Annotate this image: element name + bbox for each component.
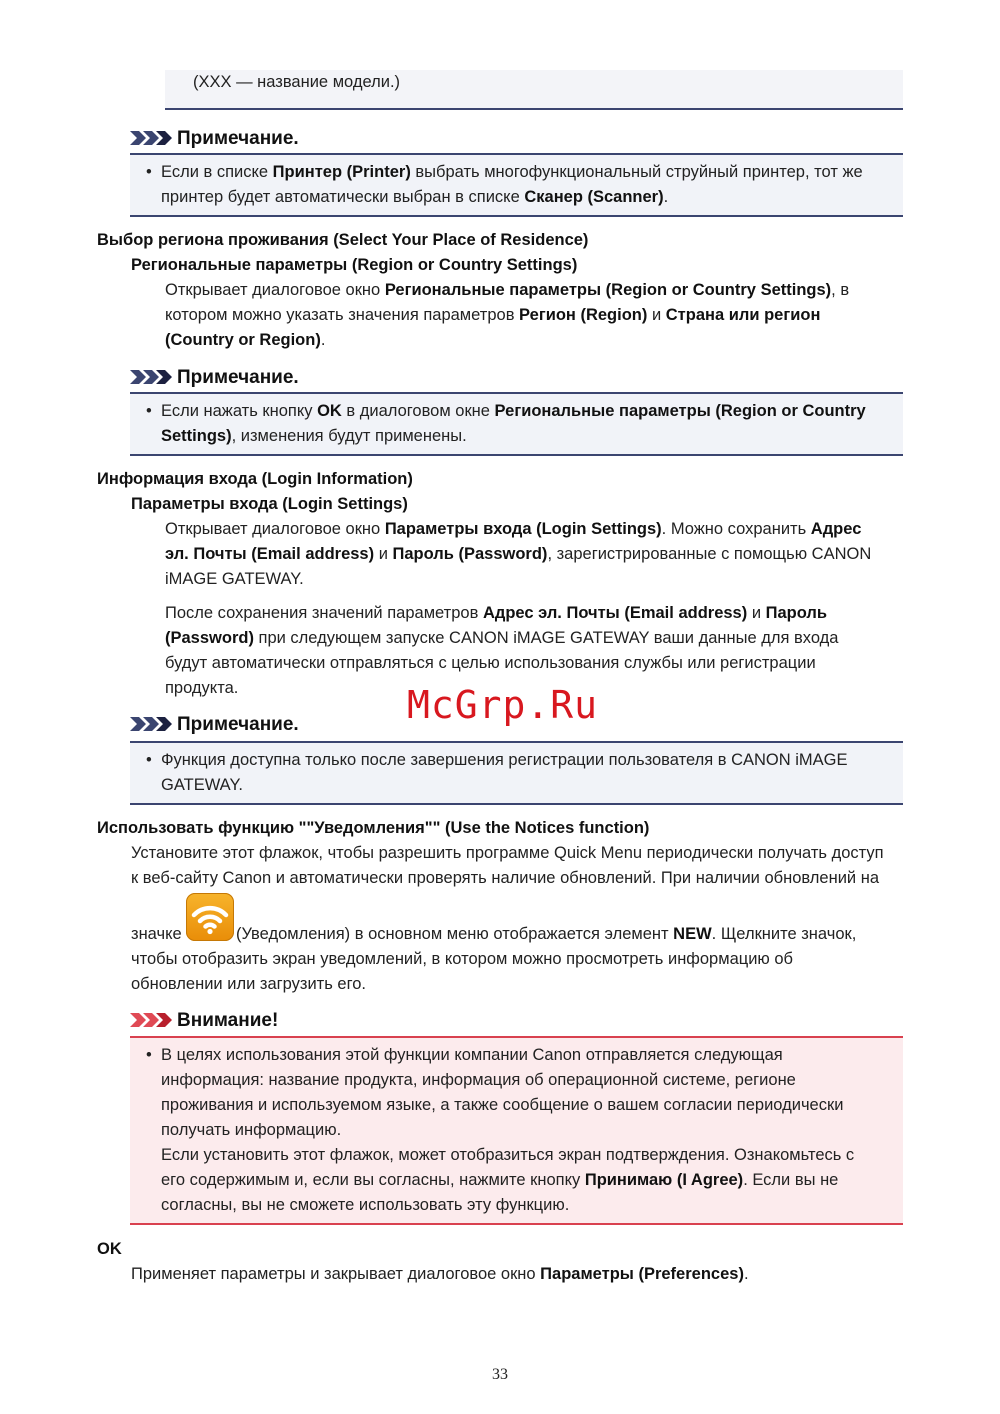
notices-heading: Использовать функцию ""Уведомления"" (Use the Notices function) bbox=[97, 819, 650, 837]
warning-line-4: получать информацию. bbox=[161, 1121, 342, 1139]
region-heading: Выбор региона проживания (Select Your Place of Residence) bbox=[97, 231, 589, 249]
note-1-line-2: принтер будет автоматически выбран в списке Сканер (Scanner). bbox=[161, 188, 669, 206]
bullet: • bbox=[146, 1046, 152, 1064]
note-arrows-icon bbox=[130, 717, 176, 731]
warning-arrows-icon bbox=[130, 1013, 176, 1027]
warning-line-3: проживания и используемом языке, а также сообщение о вашем согласии периодически bbox=[161, 1096, 844, 1114]
note-title: Примечание. bbox=[177, 714, 299, 735]
warning-line-6: его содержимым и, если вы согласны, нажмите кнопку Принимаю (I Agree). Если вы не bbox=[161, 1171, 839, 1189]
wifi-icon bbox=[186, 893, 234, 941]
note-1-line-1: Если в списке Принтер (Printer) выбрать многофункциональный струйный принтер, тот же bbox=[161, 163, 863, 181]
login-para2-line-1: После сохранения значений параметров Адрес эл. Почты (Email address) и Пароль bbox=[165, 604, 828, 622]
region-subheading: Региональные параметры (Region or Country Settings) bbox=[131, 256, 578, 274]
notices-para-line-4: чтобы отобразить экран уведомлений, в котором можно просмотреть информацию об bbox=[131, 950, 794, 968]
login-para1-line-1: Открывает диалоговое окно Параметры входа (Login Settings). Можно сохранить Адрес bbox=[165, 520, 862, 538]
login-para1-line-3: iMAGE GATEWAY. bbox=[165, 570, 304, 588]
warning-line-5: Если установить этот флажок, может отобразиться экран подтверждения. Ознакомьтесь с bbox=[161, 1146, 855, 1164]
notices-para-line-3b: (Уведомления) в основном меню отображается элемент NEW. Щелкните значок, bbox=[236, 925, 857, 943]
login-heading: Информация входа (Login Information) bbox=[97, 470, 413, 488]
model-note-text: (XXX — название модели.) bbox=[193, 73, 401, 91]
ok-para: Применяет параметры и закрывает диалоговое окно Параметры (Preferences). bbox=[131, 1265, 749, 1283]
notices-para-line-3a: значке bbox=[131, 925, 182, 943]
note-title: Примечание. bbox=[177, 128, 299, 149]
notices-wifi-icon bbox=[186, 893, 234, 941]
warning-line-2: информация: название продукта, информация об операционной системе, регионе bbox=[161, 1071, 796, 1089]
region-para-line-3: (Country or Region). bbox=[165, 331, 326, 349]
notices-para-line-5: обновлении или загрузить его. bbox=[131, 975, 366, 993]
model-note-box bbox=[165, 70, 903, 110]
login-para1-line-2: эл. Почты (Email address) и Пароль (Password), зарегистрированные с помощью CANON bbox=[165, 545, 872, 563]
notices-para-line-2: к веб-сайту Canon и автоматически проверять наличие обновлений. При наличии обновлений на bbox=[131, 869, 879, 887]
login-subheading: Параметры входа (Login Settings) bbox=[131, 495, 408, 513]
note-title: Примечание. bbox=[177, 367, 299, 388]
note-3-line-1: Функция доступна только после завершения регистрации пользователя в CANON iMAGE bbox=[161, 751, 848, 769]
login-para2-line-2: (Password) при следующем запуске CANON iMAGE GATEWAY ваши данные для входа bbox=[165, 629, 839, 647]
warning-box bbox=[130, 1036, 903, 1225]
login-para2-line-4: продукта. bbox=[165, 679, 239, 697]
note-box-1 bbox=[130, 153, 903, 217]
login-para2-line-3: будут автоматически отправляться с целью использования службы или регистрации bbox=[165, 654, 816, 672]
note-box-2 bbox=[130, 392, 903, 456]
note-arrows-icon bbox=[130, 131, 176, 145]
page-number: 33 bbox=[492, 1366, 508, 1383]
notices-para-line-1: Установите этот флажок, чтобы разрешить программе Quick Menu периодически получать доступ bbox=[131, 844, 884, 862]
bullet: • bbox=[146, 751, 152, 769]
bullet: • bbox=[146, 163, 152, 181]
note-box-3 bbox=[130, 741, 903, 805]
watermark: McGrp.Ru bbox=[407, 683, 599, 727]
note-3-line-2: GATEWAY. bbox=[161, 776, 243, 794]
note-arrows-icon bbox=[130, 370, 176, 384]
warning-title: Внимание! bbox=[177, 1010, 279, 1031]
warning-line-1: В целях использования этой функции компании Canon отправляется следующая bbox=[161, 1046, 783, 1064]
region-para-line-2: котором можно указать значения параметров Регион (Region) и Страна или регион bbox=[165, 306, 821, 324]
region-para-line-1: Открывает диалоговое окно Региональные параметры (Region or Country Settings), в bbox=[165, 281, 850, 299]
ok-heading: OK bbox=[97, 1240, 122, 1258]
note-2-line-1: Если нажать кнопку OK в диалоговом окне Региональные параметры (Region or Country bbox=[161, 402, 866, 420]
bullet: • bbox=[146, 402, 152, 420]
warning-line-7: согласны, вы не сможете использовать эту функцию. bbox=[161, 1196, 570, 1214]
note-2-line-2: Settings), изменения будут применены. bbox=[161, 427, 467, 445]
